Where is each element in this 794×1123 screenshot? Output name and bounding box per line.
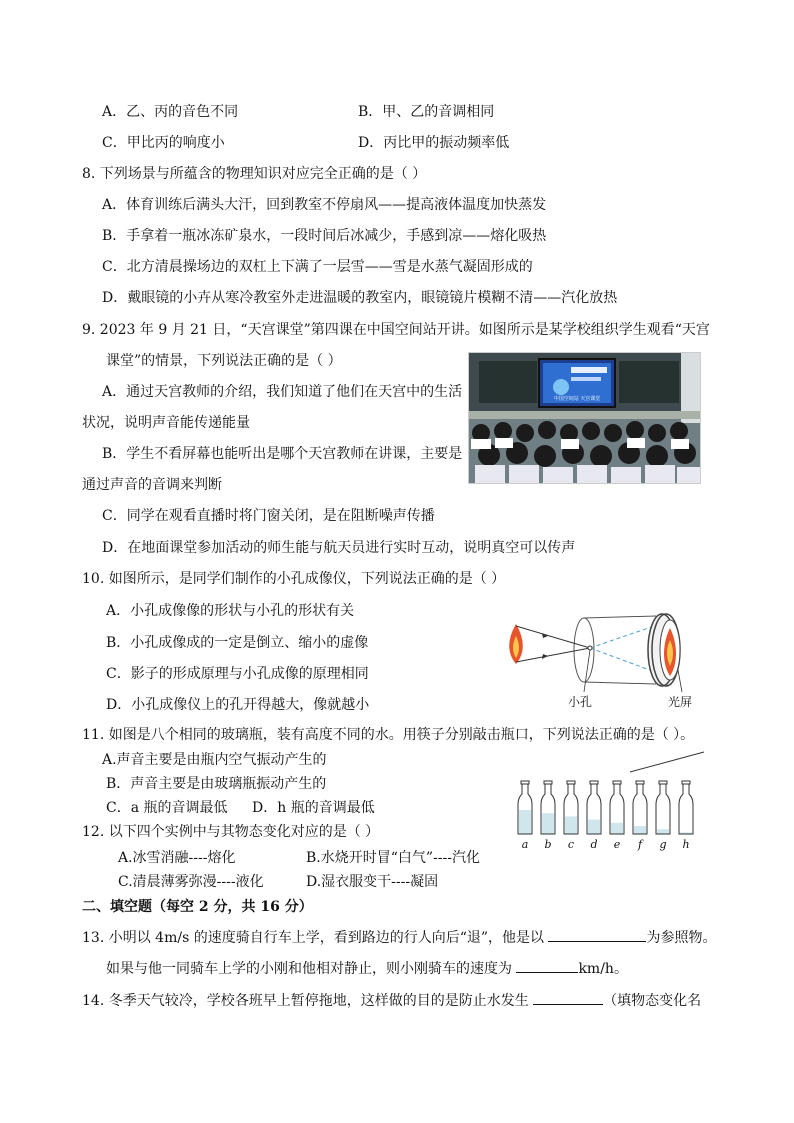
q7-option-a: A．乙、丙的音色不同 xyxy=(102,104,239,120)
photo-screen-text: 中国空间站 天宫课堂 xyxy=(553,396,601,402)
bottle-outline xyxy=(679,784,693,834)
q12-option-a: A.冰雪消融----熔化 xyxy=(118,850,236,866)
bottle-d[interactable] xyxy=(587,781,601,851)
q9-option-c: C．同学在观看直播时将门窗关闭，是在阻断噪声传播 xyxy=(102,508,435,524)
q12-stem: 12. 以下四个实例中与其物态变化对应的是（ ） xyxy=(82,824,380,840)
q14-tail: （填物态变化名 xyxy=(603,993,702,1009)
q10-option-d: D．小孔成像仪上的孔开得越大，像就越小 xyxy=(106,697,370,713)
bottle-label: c xyxy=(567,838,575,851)
q14-blank[interactable] xyxy=(533,990,603,1005)
water-level xyxy=(611,823,623,834)
water-level xyxy=(542,813,554,834)
q7-option-c: C．甲比丙的响度小 xyxy=(102,135,225,151)
water-level xyxy=(634,826,646,834)
label-screen: 光屏 xyxy=(668,695,693,709)
q13-line1-text: 13. 小明以 4m/s 的速度骑自行车上学，看到路边的行人向后“退”，他是以 xyxy=(82,930,549,946)
q11-option-c: C．a 瓶的音调最低 xyxy=(106,800,228,816)
q11-stem: 11. 如图是八个相同的玻璃瓶，装有高度不同的水。用筷子分别敲击瓶口，下列说法正确的是（ ）。 xyxy=(82,727,695,743)
q13-line2 xyxy=(106,958,628,979)
q9-stem-line1: 9. 2023 年 9 月 21 日，“天宫课堂”第四课在中国空间站开讲。如图所示是某学校组织学生观看“天宫 xyxy=(82,322,710,338)
classroom-illustration xyxy=(469,353,700,483)
bottle-b[interactable] xyxy=(541,781,555,851)
water-level xyxy=(565,816,577,834)
bottle-rim xyxy=(659,781,667,784)
q11-option-b: B．声音主要是由玻璃瓶振动产生的 xyxy=(106,776,327,792)
q10-option-a: A．小孔成像像的形状与小孔的形状有关 xyxy=(106,603,355,619)
bottle-rim xyxy=(636,781,644,784)
bottle-rim xyxy=(544,781,552,784)
bottle-g[interactable] xyxy=(656,781,670,851)
q8-stem: 8. 下列场景与所蕴含的物理知识对应完全正确的是（ ） xyxy=(82,166,427,182)
label-hole: 小孔 xyxy=(568,695,593,709)
bottle-rim xyxy=(613,781,621,784)
pinhole xyxy=(588,646,592,650)
pinhole-camera-diagram xyxy=(498,600,728,712)
q7-option-d: D．丙比甲的振动频率低 xyxy=(358,135,510,151)
bottle-e[interactable] xyxy=(610,781,624,851)
q13-line1-tail: 为参照物。 xyxy=(646,930,717,946)
q12-option-b: B.水烧开时冒“白气”----汽化 xyxy=(306,850,480,866)
bottle-label: a xyxy=(521,838,529,851)
bottle-label: e xyxy=(613,838,621,851)
section-title: 二、填空题（每空 2 分，共 16 分） xyxy=(82,899,313,915)
q13-line2-tail: km/h。 xyxy=(578,961,628,977)
bottles-diagram xyxy=(512,750,712,854)
q12-option-c: C.清晨薄雾弥漫----液化 xyxy=(118,874,264,890)
bottle-label: d xyxy=(590,838,598,851)
q8-option-d: D．戴眼镜的小卉从寒冷教室外走进温暖的教室内，眼镜镜片模糊不清——汽化放热 xyxy=(102,290,618,306)
bottle-label: h xyxy=(682,838,690,851)
bottle-label: g xyxy=(659,838,667,851)
q8-option-b: B．手拿着一瓶冰冻矿泉水，一段时间后冰减少，手感到凉——熔化吸热 xyxy=(102,228,547,244)
water-level xyxy=(588,820,600,834)
water-level xyxy=(657,829,669,834)
q10-option-c: C．影子的形成原理与小孔成像的原理相同 xyxy=(106,666,369,682)
bottle-a[interactable] xyxy=(518,781,532,851)
chopstick xyxy=(630,752,704,772)
q8-option-c: C．北方清晨操场边的双杠上下满了一层雪——雪是水蒸气凝固形成的 xyxy=(102,259,533,275)
q12-option-d: D.湿衣服变干----凝固 xyxy=(306,874,439,890)
bottle-label: f xyxy=(637,838,643,851)
q9-stem-line2: 课堂”的情景，下列说法正确的是（ ） xyxy=(106,353,342,369)
bottle-rim xyxy=(567,781,575,784)
flame-icon xyxy=(509,624,523,664)
bottle-rim xyxy=(682,781,690,784)
bottle-rim xyxy=(521,781,529,784)
q9-option-b-line1: B．学生不看屏幕也能听出是哪个天宫教师在讲课，主要是 xyxy=(102,446,463,462)
bottle-rim xyxy=(590,781,598,784)
q13-line2-text: 如果与他一同骑车上学的小刚和他相对静止，则小刚骑车的速度为 xyxy=(106,961,517,977)
water-level xyxy=(519,810,531,834)
bottle-label: b xyxy=(544,838,552,851)
q11-option-d: D．h 瓶的音调最低 xyxy=(252,800,375,816)
bottle-c[interactable] xyxy=(564,781,578,851)
q11-option-a: A.声音主要是由瓶内空气振动产生的 xyxy=(102,752,327,768)
q14-text: 14. 冬季天气较冷，学校各班早上暂停拖地，这样做的目的是防止水发生 xyxy=(82,993,534,1009)
q9-option-b-line2: 通过声音的音调来判断 xyxy=(82,477,222,493)
q9-option-a-line1: A．通过天宫教师的介绍，我们知道了他们在天宫中的生活 xyxy=(102,384,463,400)
bottle-h[interactable] xyxy=(679,781,693,851)
q9-option-d: D．在地面课堂参加活动的师生能与航天员进行实时互动，说明真空可以传声 xyxy=(102,540,576,556)
q10-stem: 10. 如图所示，是同学们制作的小孔成像仪，下列说法正确的是（ ） xyxy=(82,571,506,587)
q9-option-a-line2: 状况，说明声音能传递能量 xyxy=(82,415,250,431)
q8-option-a: A．体育训练后满头大汗，回到教室不停扇风——提高液体温度加快蒸发 xyxy=(102,197,547,213)
bottle-f[interactable] xyxy=(633,781,647,851)
q7-option-b: B．甲、乙的音调相同 xyxy=(358,104,495,120)
q13-blank-1[interactable] xyxy=(548,927,646,942)
q10-option-b: B．小孔成像成的一定是倒立、缩小的虚像 xyxy=(106,635,369,651)
q14-line xyxy=(82,990,701,1011)
q13-line1 xyxy=(82,927,716,948)
bottle-outline xyxy=(656,784,670,834)
classroom-photo xyxy=(468,352,701,484)
q13-blank-2[interactable] xyxy=(516,958,578,973)
